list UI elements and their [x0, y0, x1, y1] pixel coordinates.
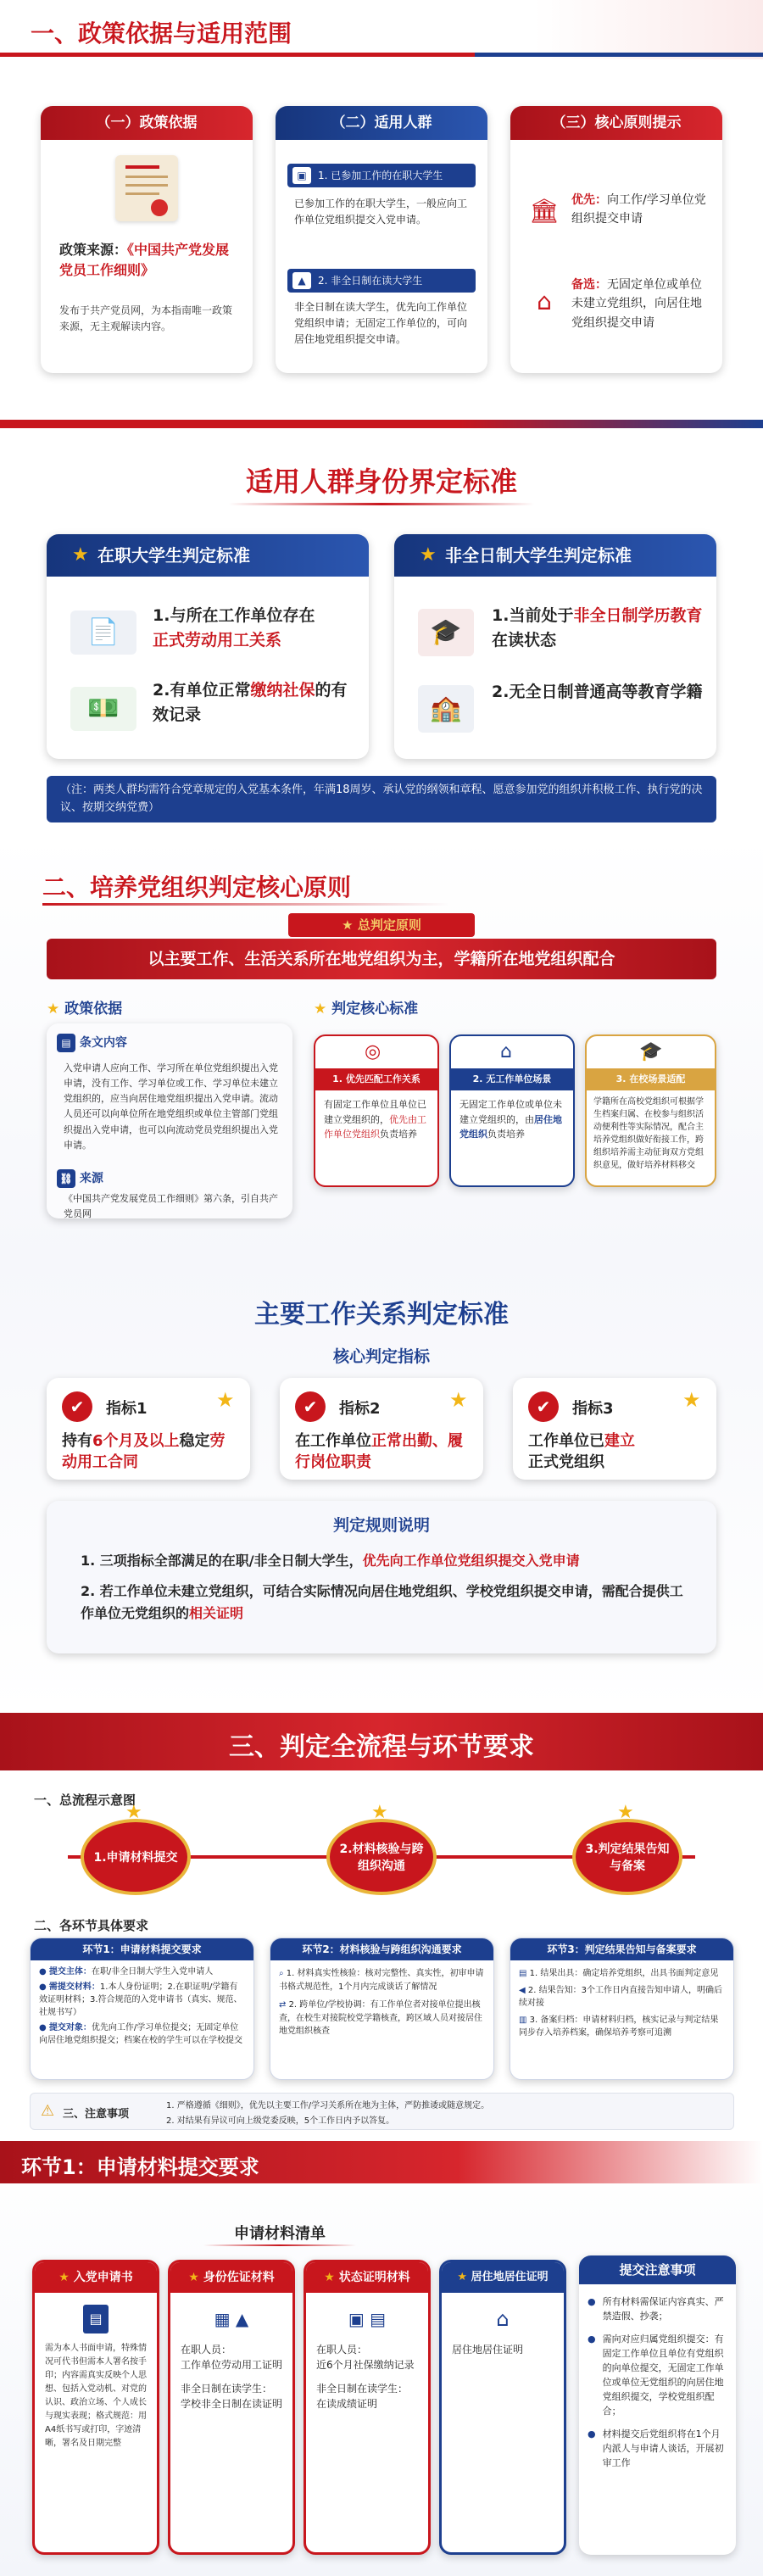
core-standard-1-title: 1. 优先匹配工作关系	[315, 1068, 437, 1090]
section-core-principles	[0, 835, 763, 1259]
star-icon: ★	[371, 1802, 388, 1823]
megaphone-icon: ◀	[519, 1985, 528, 1995]
employed-item1: 1.与所在工作单位存在 正式劳动用工关系	[153, 606, 315, 650]
clause-text: 入党申请人应向工作、学习所在单位党组织提出入党申请，没有工作、学习单位或工作、学习单位未建立党组织的，应当向居住地党组织提出入党申请。流动人员还可以向单位所在地党组织或单位主管部门党组织提出入党申请，也可以向流动党员党组织提出入党申请。	[64, 1062, 278, 1151]
material-2-body: 在职人员： 工作单位劳动用工证明 非全日制在读学生： 学校非全日制在读证明	[181, 2344, 283, 2410]
section-identity-standards	[0, 420, 763, 835]
document-icon: ▤	[519, 1969, 530, 1978]
section-materials	[0, 2141, 763, 2576]
target-icon: ●	[39, 2023, 49, 2032]
star-icon: ★	[682, 1388, 701, 1412]
home-icon: ⌂	[500, 1041, 512, 1062]
principle-priority: 优先：向工作/学习单位党组织提交申请	[571, 193, 706, 226]
scope-item2-title: 2. 非全日制在读大学生	[318, 275, 423, 287]
clause-title: ▤ 条文内容	[57, 1034, 127, 1052]
bullet-icon: ●	[588, 2428, 596, 2440]
env-1-head: 环节1：申请材料提交要求	[31, 1938, 253, 1960]
employed-standard-card	[47, 534, 369, 759]
section-policy-scope	[0, 0, 763, 420]
section2-top-band	[0, 420, 763, 428]
clause-card	[47, 1023, 292, 1218]
bullet-icon: ●	[588, 2296, 596, 2307]
core-standard-3-text: 学籍所在高校党组织可根据学生档案归属、在校参与组织活动便利性等实际情况，配合主培养党组织做好衔接工作，跨组织培养需主动征询双方党组织意见，做好培养材料移交	[593, 1097, 704, 1170]
target-icon: ◎	[365, 1041, 382, 1062]
core-standard-label: ★ 判定核心标准	[314, 1001, 419, 1018]
education-book-icon: 🎓	[418, 609, 474, 656]
star-icon: ★	[457, 2271, 471, 2283]
archive-icon: ▥	[519, 2015, 530, 2025]
scope-item1-desc: 已参加工作的在职大学生，一般应向工作单位党组织提交入党申请。	[294, 198, 468, 226]
section6-title: 环节1：申请材料提交要求	[21, 2155, 259, 2179]
indicator-1-label: 指标1	[106, 1400, 148, 1418]
star-icon: ★	[324, 2271, 339, 2284]
rule-2: 2. 若工作单位未建立党组织，可结合实际情况向居住地党组织、学校党组织提交申请，需配合提供工作单位无党组织的相关证明	[81, 1583, 683, 1621]
magnifier-icon: ⌕	[279, 1969, 287, 1978]
files-icon: ●	[39, 1982, 49, 1992]
indicator-2-text: 在工作单位正常出勤、履行岗位职责	[295, 1432, 463, 1472]
parttime-standard-header: ★ 非全日制大学生判定标准	[394, 534, 716, 577]
eligibility-note: （注：两类人群均需符合党章规定的入党基本条件，年满18周岁、承认党的纲领和章程、愿意参加党的组织并积极工作、执行党的决议、按期交纳党费）	[47, 776, 716, 822]
indicator-3-label: 指标3	[572, 1400, 614, 1418]
star-icon: ★	[449, 1388, 468, 1412]
section4-title: 主要工作关系判定标准	[254, 1300, 509, 1330]
source-title: ⛓ 来源	[57, 1169, 103, 1188]
handshake-icon: ⇄	[279, 2000, 289, 2010]
submit-notes-card	[579, 2255, 736, 2555]
core-standard-3-title: 3. 在校场景适配	[587, 1068, 715, 1090]
star-icon: ★	[314, 1001, 332, 1018]
env-2-card	[270, 1938, 494, 2080]
section5-title: 三、判定全流程与环节要求	[229, 1732, 534, 1762]
star-icon: ★	[47, 1001, 65, 1018]
warning-icon: ⚠	[41, 2102, 55, 2120]
material-2-card	[168, 2260, 295, 2555]
parttime-item1: 1.当前处于非全日制学历教育在读状态	[492, 606, 703, 650]
star-icon: ★	[58, 2271, 74, 2284]
scope-item1-bar	[287, 164, 476, 187]
section6-banner	[0, 2141, 763, 2183]
indicator-2-card	[280, 1378, 483, 1480]
notice-bar	[30, 2093, 734, 2130]
env-1-card	[30, 1938, 254, 2080]
section5-banner	[0, 1713, 763, 1770]
submit-notes-list	[579, 2284, 736, 2471]
principle-tab: （三）核心原则提示	[510, 106, 722, 140]
core-standard-2	[449, 1034, 575, 1187]
scope-item1-title: 1. 已参加工作的在职大学生	[318, 170, 443, 181]
employed-standard-header: ★ 在职大学生判定标准	[47, 534, 369, 577]
scope-item2-bar	[287, 269, 476, 293]
core-standard-2-text: 无固定工作单位或单位未建立党组织的，由居住地党组织负责培养	[459, 1099, 562, 1140]
check-icon: ✔	[528, 1391, 559, 1422]
graduation-cap-icon: 🎓	[639, 1041, 663, 1062]
materials-list-underline	[203, 2244, 356, 2246]
core-standard-2-title: 2. 无工作单位场景	[451, 1068, 573, 1090]
submit-note-item: ● 材料提交后党组织将在1个月内派人与申请人谈话，开展初审工作	[588, 2428, 724, 2469]
material-3-card	[304, 2260, 431, 2555]
document-icon	[115, 155, 178, 221]
section1-title-underline-blue	[475, 53, 763, 57]
star-icon: ★	[617, 1802, 634, 1823]
env-3-head: 环节3：判定结果告知与备案要求	[510, 1938, 733, 1960]
section-work-relation	[0, 1259, 763, 1713]
material-1-body: 需为本人书面申请，特殊情况可代书但需本人署名按手印；内容需真实反映个人思想、包括入党动机、对党的认识、政治立场、个人成长与现实表现；格式规范：用A4纸书写或打印，字迹清晰，署名及日期完整	[45, 2344, 147, 2448]
indicator-1-card	[47, 1378, 250, 1480]
rule-1: 1. 三项指标全部满足的在职/非全日制大学生，优先向工作单位党组织提交入党申请	[81, 1553, 580, 1569]
submit-note-item: ● 需向对应归属党组织提交：有固定工作单位且单位有党组织的向单位提交，无固定工作单位或单位无党组织的向居住地党组织提交，学校党组织配合；	[588, 2333, 724, 2417]
indicator-3-card	[513, 1378, 716, 1480]
graduation-cap-icon: ▲	[292, 272, 311, 289]
bullet-icon: ●	[588, 2333, 596, 2345]
contract-icon: 📄	[70, 611, 136, 655]
principle-alternate: 备选：无固定单位或单位未建立党组织，向居住地党组织提交申请	[571, 278, 702, 330]
total-principle-ribbon: ★ 总判定原则	[288, 913, 475, 937]
materials-list-title: 申请材料清单	[234, 2225, 326, 2243]
employed-item2: 2.有单位正常缴纳社保的有效记录	[153, 681, 348, 724]
section1-header	[0, 0, 763, 59]
core-standard-1-text: 有固定工作单位且单位已建立党组织的，优先由工作单位党组织负责培养	[324, 1099, 426, 1140]
flow-step-1: 1.申请材料提交	[81, 1819, 191, 1895]
policy-tab: （一）政策依据	[41, 106, 253, 140]
scope-tab: （二）适用人群	[276, 106, 487, 140]
principle-card	[510, 106, 722, 373]
notice-2: 2. 对结果有异议可向上级党委反映，5个工作日内予以答复。	[166, 2116, 395, 2126]
material-2-building-icon: ▦ ▲	[214, 2309, 249, 2329]
building-icon: 🏛	[529, 197, 560, 225]
indicator-3-text: 工作单位已建立 正式党组织	[528, 1432, 635, 1472]
section1-title-underline	[0, 53, 475, 57]
house-icon: ⌂	[537, 287, 552, 315]
submit-note-item: ● 所有材料需保证内容真实、严禁造假、抄袭；	[588, 2296, 724, 2322]
insurance-icon: 💵	[70, 687, 136, 731]
env-1-body: ● 提交主体：在职/非全日制大学生入党申请人 ● 需提交材料：1.本人身份证明；2.在职证明/学籍有效证明材料；3.符合规范的入党申请书（真实、规范、社规书写） ● 提交对象：优先向工作/学习单位提交；无固定单位向居住地党组织提交；档案在校的学生可以在学校提交	[39, 1967, 242, 2045]
scope-item2-desc: 非全日制在读大学生，优先向工作单位党组织申请；无固定工作单位的，可向居住地党组织提交申请。	[294, 301, 468, 346]
section4-subtitle: 核心判定指标	[332, 1347, 430, 1366]
material-3-head: ★ 状态证明材料	[306, 2262, 428, 2293]
flow-title: 一、总流程示意图	[34, 1793, 136, 1808]
policy-source: 政策来源：《中国共产党发展党员工作细则》	[59, 242, 230, 278]
env-2-head: 环节2：材料核验与跨组织沟通要求	[270, 1938, 493, 1960]
policy-basis-label: ★ 政策依据	[47, 1001, 123, 1018]
notice-1: 1. 严格遵循《细则》，优先以主要工作/学习关系所在地为主体，严防推诿或随意规定。	[166, 2101, 490, 2110]
notice-title: 三、注意事项	[63, 2108, 130, 2121]
check-icon: ✔	[62, 1391, 92, 1422]
policy-desc: 发布于共产党员网，为本指南唯一政策来源，无主观解读内容。	[59, 304, 233, 332]
school-building-icon: 🏫	[418, 685, 474, 733]
env-3-card	[510, 1938, 734, 2080]
indicator-1-text: 持有6个月及以上稳定劳动用工合同	[62, 1432, 226, 1472]
material-1-doc-icon: ▤	[83, 2305, 109, 2333]
section1-title: 一、政策依据与适用范围	[31, 20, 292, 47]
rules-card	[47, 1501, 716, 1653]
policy-source-name: 《中国共产党发展党员工作细则》	[59, 242, 230, 278]
home-icon: ⌂	[496, 2307, 510, 2331]
material-2-head: ★ 身份佐证材料	[170, 2262, 292, 2293]
env-3-body: ▤ 1. 结果出具：确定培养党组织，出具书面判定意见 ◀ 2. 结果告知：3个工作日内直接告知申请人，明确后续对接 ▥ 3. 备案归档：申请材料归档，核实记录与判定结果同步存入培养档案，确保培养考察可追溯	[519, 1969, 722, 2038]
material-4-head: ★ 居住地居住证明	[442, 2262, 564, 2293]
parttime-item2: 2.无全日制普通高等教育学籍	[492, 683, 703, 701]
material-3-body: 在职人员： 近6个月社保缴纳记录 非全日制在读学生： 在读成绩证明	[316, 2344, 415, 2410]
document-icon: ▤	[57, 1034, 75, 1052]
scope-card	[276, 106, 487, 373]
env-2-body: ⌕ 1. 材料真实性核验：核对完整性、真实性，初审申请书格式规范性，1个月内完成谈话了解情况 ⇄ 2. 跨单位/学校协调：有工作单位者对接单位提出核查，在校生对接院校党学籍核查，跨区域人员对接居住地党组织核查	[279, 1969, 484, 2036]
indicator-2-label: 指标2	[339, 1400, 381, 1418]
flow-step-2: 2.材料核验与跨组织沟通	[326, 1819, 437, 1895]
section3-title: 二、培养党组织判定核心原则	[42, 873, 352, 901]
star-icon: ★	[216, 1388, 235, 1412]
star-icon: ★	[420, 544, 437, 566]
section3-title-underline	[42, 903, 449, 906]
star-icon: ★	[342, 917, 358, 933]
source-text: 《中国共产党发展党员工作细则》第六条，引自共产党员网	[64, 1193, 278, 1218]
material-3-calendar-icon: ▣ ▤	[348, 2309, 387, 2329]
person-icon: ●	[39, 1967, 49, 1977]
star-icon: ★	[72, 544, 89, 566]
flow-step-3: 3.判定结果告知与备案	[572, 1819, 682, 1895]
core-standard-3	[585, 1034, 716, 1187]
rules-title: 判定规则说明	[332, 1516, 430, 1535]
star-icon: ★	[125, 1802, 142, 1823]
req-title: 二、各环节具体要求	[34, 1918, 149, 1933]
section-process	[0, 1713, 763, 2141]
briefcase-icon: ▣	[292, 167, 311, 184]
material-1-card	[32, 2260, 159, 2555]
core-standard-1	[314, 1034, 439, 1187]
section2-title: 适用人群身份界定标准	[245, 466, 517, 498]
total-principle-bar: 以主要工作、生活关系所在地党组织为主，学籍所在地党组织配合	[47, 939, 716, 979]
material-4-body: 居住地居住证明	[452, 2344, 524, 2356]
parttime-standard-card	[394, 534, 716, 759]
section2-title-underline	[229, 503, 534, 505]
material-4-card	[439, 2260, 566, 2555]
link-icon: ⛓	[57, 1169, 75, 1188]
material-1-head: ★ 入党申请书	[35, 2262, 157, 2293]
check-icon: ✔	[295, 1391, 326, 1422]
policy-card	[41, 106, 253, 373]
submit-notes-head: 提交注意事项	[579, 2255, 736, 2284]
star-icon: ★	[188, 2271, 203, 2284]
